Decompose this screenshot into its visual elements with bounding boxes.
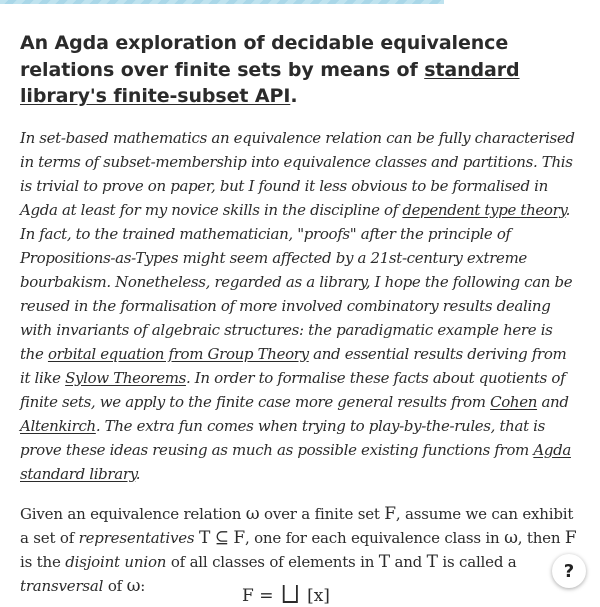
body-text: over a finite set (259, 504, 385, 523)
abstract-text: . (135, 464, 141, 483)
body-text: , one for each equivalence class in (244, 528, 505, 547)
body-text: , then (517, 528, 565, 547)
term-transversal: transversal (20, 576, 104, 595)
math-T: T (378, 551, 390, 572)
abstract-text: . The extra fun comes when trying to play-by-the-rules, that is prove these ideas reusing as much as possible existing functions from (20, 416, 545, 459)
body-text: of all classes of elements in (166, 552, 379, 571)
equation-lhs: F (242, 586, 254, 606)
reading-progress-bar (0, 0, 600, 4)
body-text: is called a (437, 552, 517, 571)
equation-rhs: [x] (307, 586, 330, 606)
article (20, 30, 580, 598)
abstract-text: and essential results deriving from it like (20, 344, 567, 387)
agda-stdlib-link[interactable]: Agda standard library (20, 440, 571, 483)
body-text: and (389, 552, 427, 571)
abstract-text: In set-based mathematics an equivalence relation can be fully characterised in terms of subset-membership into equivalence classes and partitions. This is trivial to prove on paper, but I found it less obvious to be formalised in Agda at least for my novice skills in the discipline of (20, 128, 575, 219)
math-F: F (384, 503, 396, 524)
math-omega: ω (126, 575, 141, 596)
equation-equals: = (259, 586, 274, 606)
display-equation (242, 582, 330, 607)
cohen-link[interactable]: Cohen (490, 392, 538, 411)
math-omega: ω (245, 503, 260, 524)
term-representatives: representatives (78, 528, 195, 547)
question-mark-icon: ? (563, 560, 575, 582)
stdlib-subset-link[interactable]: standard library's finite-subset API (20, 58, 520, 107)
body-text: Given an equivalence relation (20, 504, 246, 523)
sylow-theorems-link[interactable]: Sylow Theorems (65, 368, 186, 387)
abstract-text: . In fact, to the trained mathematician, "proofs" after the principle of Propositions-as-Types might seem affected by a 21st-century extreme bourbakism. Nonetheless, regarded as a library, I hope the following can be reused in the formalisation of more involved combinatory results dealing with invariants of algebraic structures: the paradigmatic example here is the (20, 200, 573, 363)
math-T: T (426, 551, 438, 572)
math-T: T (199, 527, 211, 548)
math-subseteq: ⊆ (214, 527, 229, 548)
title-text: An Agda exploration of decidable equivalence relations over finite sets by means of (20, 32, 509, 81)
help-button[interactable] (552, 554, 586, 588)
altenkirch-link[interactable]: Altenkirch (20, 416, 96, 435)
dependent-type-theory-link[interactable]: dependent type theory (402, 200, 566, 219)
math-F: F (233, 527, 245, 548)
body-text: of (103, 576, 127, 595)
orbital-equation-link[interactable]: orbital equation from Group Theory (47, 344, 309, 363)
term-disjoint-union: disjoint union (65, 552, 167, 571)
abstract-text: . In order to formalise these facts about quotients of finite sets, we apply to the finite case more general results from (20, 368, 566, 411)
body-text: , assume we can exhibit a set of (20, 504, 574, 547)
body-text: is the (20, 552, 66, 571)
math-F: F (564, 527, 577, 548)
body-text: : (140, 576, 146, 595)
reading-progress-fill (0, 0, 444, 4)
page-title (20, 30, 580, 110)
abstract-text: and (537, 392, 569, 411)
title-period: . (290, 85, 298, 107)
abstract (20, 126, 580, 486)
disjoint-union-operator: ⨆ (281, 582, 300, 607)
math-omega: ω (504, 527, 518, 548)
